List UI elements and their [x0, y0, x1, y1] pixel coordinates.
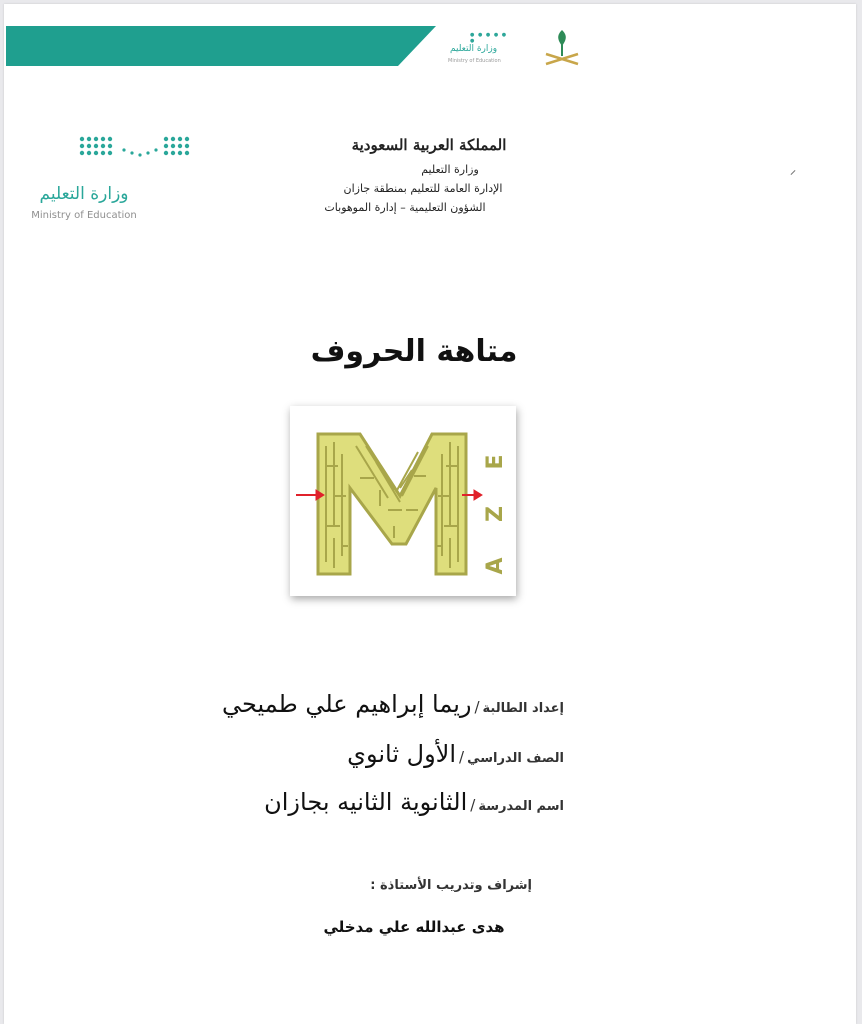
school-label: اسم المدرسة	[478, 799, 564, 814]
ministry-logo-ar: وزارة التعليم	[39, 184, 129, 204]
grade-value: الأول ثانوي	[347, 740, 457, 768]
logo-dots-icon: ● ● ● ● ● ●	[470, 32, 508, 44]
logo-dots-icon	[76, 134, 196, 168]
document-header	[284, 136, 544, 217]
student-name: ريما إبراهيم علي طميحي	[222, 690, 472, 718]
teal-header-bar	[6, 26, 436, 66]
ministry-name: وزارة التعليم	[421, 163, 479, 176]
ministry-logo-small-en: Ministry of Education	[448, 58, 501, 64]
directorate-name: الإدارة العامة للتعليم بمنطقة جازان	[343, 182, 503, 195]
ministry-logo-small-ar: وزارة التعليم	[450, 44, 498, 54]
maze-letter-z: Z	[483, 506, 508, 522]
page-title: متاهة الحروف	[310, 334, 518, 369]
maze-letter-a: A	[483, 557, 508, 575]
teacher-name: هدى عبدالله علي مدخلي	[323, 918, 505, 936]
department-name: الشؤون التعليمية – إدارة الموهوبات	[324, 201, 486, 214]
separator: /	[459, 748, 465, 766]
kingdom-name: المملكة العربية السعودية	[351, 136, 507, 154]
student-label: إعداد الطالبة	[482, 701, 564, 716]
document-page	[4, 4, 856, 1024]
ministry-logo-en: Ministry of Education	[31, 210, 137, 221]
separator: /	[470, 796, 476, 814]
school-value: الثانوية الثانيه بجازان	[264, 788, 468, 816]
maze-image	[290, 406, 516, 596]
saudi-emblem-icon	[538, 24, 586, 72]
grade-row	[347, 740, 564, 768]
school-row	[264, 788, 564, 816]
maze-letter-e: E	[483, 454, 508, 470]
student-row	[222, 690, 564, 718]
ministry-logo	[20, 134, 210, 234]
ministry-logo-small	[444, 28, 514, 72]
grade-label: الصف الدراسي	[467, 751, 564, 766]
separator: /	[474, 698, 480, 716]
supervision-label: إشراف وتدريب الأستاذة :	[370, 878, 532, 893]
stray-mark	[791, 170, 796, 175]
